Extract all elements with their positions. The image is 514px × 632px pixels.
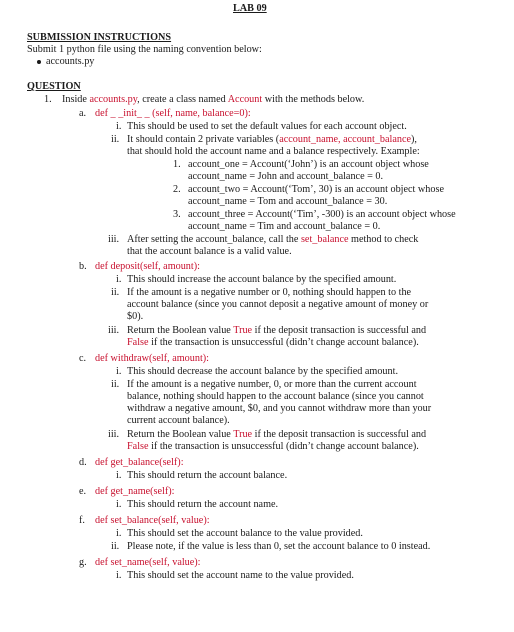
bullet-dot-icon — [37, 60, 41, 64]
list-item-text: This should decrease the account balance by the specified amount. — [127, 366, 398, 377]
list-item-text: that the account balance is a valid value. — [127, 246, 292, 257]
list-item-text: that should hold the account name and a balance respectively. Example: — [127, 146, 420, 157]
example-text: account_three = Account(‘Tim’, -300) is an account object whose — [188, 209, 456, 220]
example-text: account_name = Tim and account_balance = 0. — [188, 221, 381, 232]
list-item-text: $0). — [127, 311, 144, 322]
list-letter: f. — [79, 515, 85, 526]
roman-numeral: ii. — [111, 134, 120, 145]
item-1-text: Inside accounts.py, create a class named Account with the methods below. — [62, 94, 365, 105]
list-item-text: False if the transaction is unsuccessful (didn’t change account balance). — [127, 441, 419, 452]
file-name: accounts.py — [89, 94, 138, 105]
list-item-text: This should return the account balance. — [127, 470, 288, 481]
example-text: account_one = Account(‘John’) is an account object whose — [188, 159, 429, 170]
roman-numeral: ii. — [111, 379, 120, 390]
list-item-text: withdraw a negative amount, $0, and you cannot withdraw more than your — [127, 403, 432, 414]
list-item-text: current account balance). — [127, 415, 230, 426]
roman-numeral: ii. — [111, 541, 120, 552]
roman-numeral: iii. — [108, 325, 120, 336]
method-signature-get-balance: def get_balance(self): — [95, 457, 184, 468]
list-item-text: This should set the account balance to the value provided. — [127, 528, 363, 539]
roman-numeral: i. — [116, 470, 122, 481]
list-item-text: This should increase the account balance by the specified amount. — [127, 274, 397, 285]
list-item-text: False if the transaction is unsuccessful (didn’t change account balance). — [127, 337, 419, 348]
roman-numeral: i. — [116, 121, 122, 132]
item-number: 1. — [44, 94, 52, 105]
list-item-text: If the amount is a negative number or 0, nothing should happen to the — [127, 287, 412, 298]
method-signature-set-balance: def set_balance(self, value): — [95, 515, 210, 526]
roman-numeral: i. — [116, 570, 122, 581]
example-text: account_two = Account(‘Tom’, 30) is an account object whose — [188, 184, 444, 195]
list-letter: b. — [79, 261, 87, 272]
list-item-text: account balance (since you cannot deposit a negative amount of money or — [127, 299, 429, 310]
class-name: Account — [227, 94, 263, 105]
example-number: 2. — [173, 184, 181, 195]
example-number: 3. — [173, 209, 181, 220]
list-item-text: This should be used to set the default values for each account object. — [127, 121, 407, 132]
example-text: account_name = Tom and account_balance = 30. — [188, 196, 388, 207]
private-variables: account_name, account_balance — [279, 134, 412, 145]
list-item-text: It should contain 2 private variables (account_name, account_balance), — [127, 134, 417, 145]
list-item-text: This should set the account name to the value provided. — [127, 570, 354, 581]
example-text: account_name = John and account_balance = 0. — [188, 171, 384, 182]
list-item-text: Please note, if the value is less than 0, set the account balance to 0 instead. — [127, 541, 431, 552]
question-heading: QUESTION — [27, 81, 81, 92]
submission-heading: SUBMISSION INSTRUCTIONS — [27, 32, 172, 43]
method-signature-set-name: def set_name(self, value): — [95, 557, 201, 568]
roman-numeral: i. — [116, 528, 122, 539]
method-signature-withdraw: def withdraw(self, amount): — [95, 353, 210, 364]
roman-numeral: i. — [116, 499, 122, 510]
list-item-text: After setting the account_balance, call the set_balance method to check — [127, 234, 419, 245]
list-item-text: balance, nothing should happen to the account balance (since you cannot — [127, 391, 424, 402]
boolean-true: True — [233, 429, 253, 440]
roman-numeral: i. — [116, 366, 122, 377]
page-title: LAB 09 — [233, 3, 267, 14]
boolean-true: True — [233, 325, 253, 336]
method-signature-deposit: def deposit(self, amount): — [95, 261, 200, 272]
list-letter: d. — [79, 457, 87, 468]
list-item-text: Return the Boolean value True if the deposit transaction is successful and — [127, 429, 427, 440]
method-reference: set_balance — [300, 234, 349, 245]
roman-numeral: i. — [116, 274, 122, 285]
list-item-text: Return the Boolean value True if the deposit transaction is successful and — [127, 325, 427, 336]
method-signature-get-name: def get_name(self): — [95, 486, 175, 497]
roman-numeral: iii. — [108, 234, 120, 245]
boolean-false: False — [127, 337, 149, 348]
list-item-text: If the amount is a negative number, 0, or more than the current account — [127, 379, 417, 390]
list-letter: e. — [79, 486, 87, 497]
list-letter: c. — [79, 353, 87, 364]
method-signature-init: def _ _init_ _ (self, name, balance=0): — [95, 108, 251, 119]
roman-numeral: ii. — [111, 287, 120, 298]
submission-filename: accounts.py — [46, 56, 95, 67]
list-letter: g. — [79, 557, 87, 568]
list-item-text: This should return the account name. — [127, 499, 279, 510]
list-letter: a. — [79, 108, 87, 119]
example-number: 1. — [173, 159, 181, 170]
boolean-false: False — [127, 441, 149, 452]
roman-numeral: iii. — [108, 429, 120, 440]
submission-intro: Submit 1 python file using the naming convention below: — [27, 44, 262, 55]
